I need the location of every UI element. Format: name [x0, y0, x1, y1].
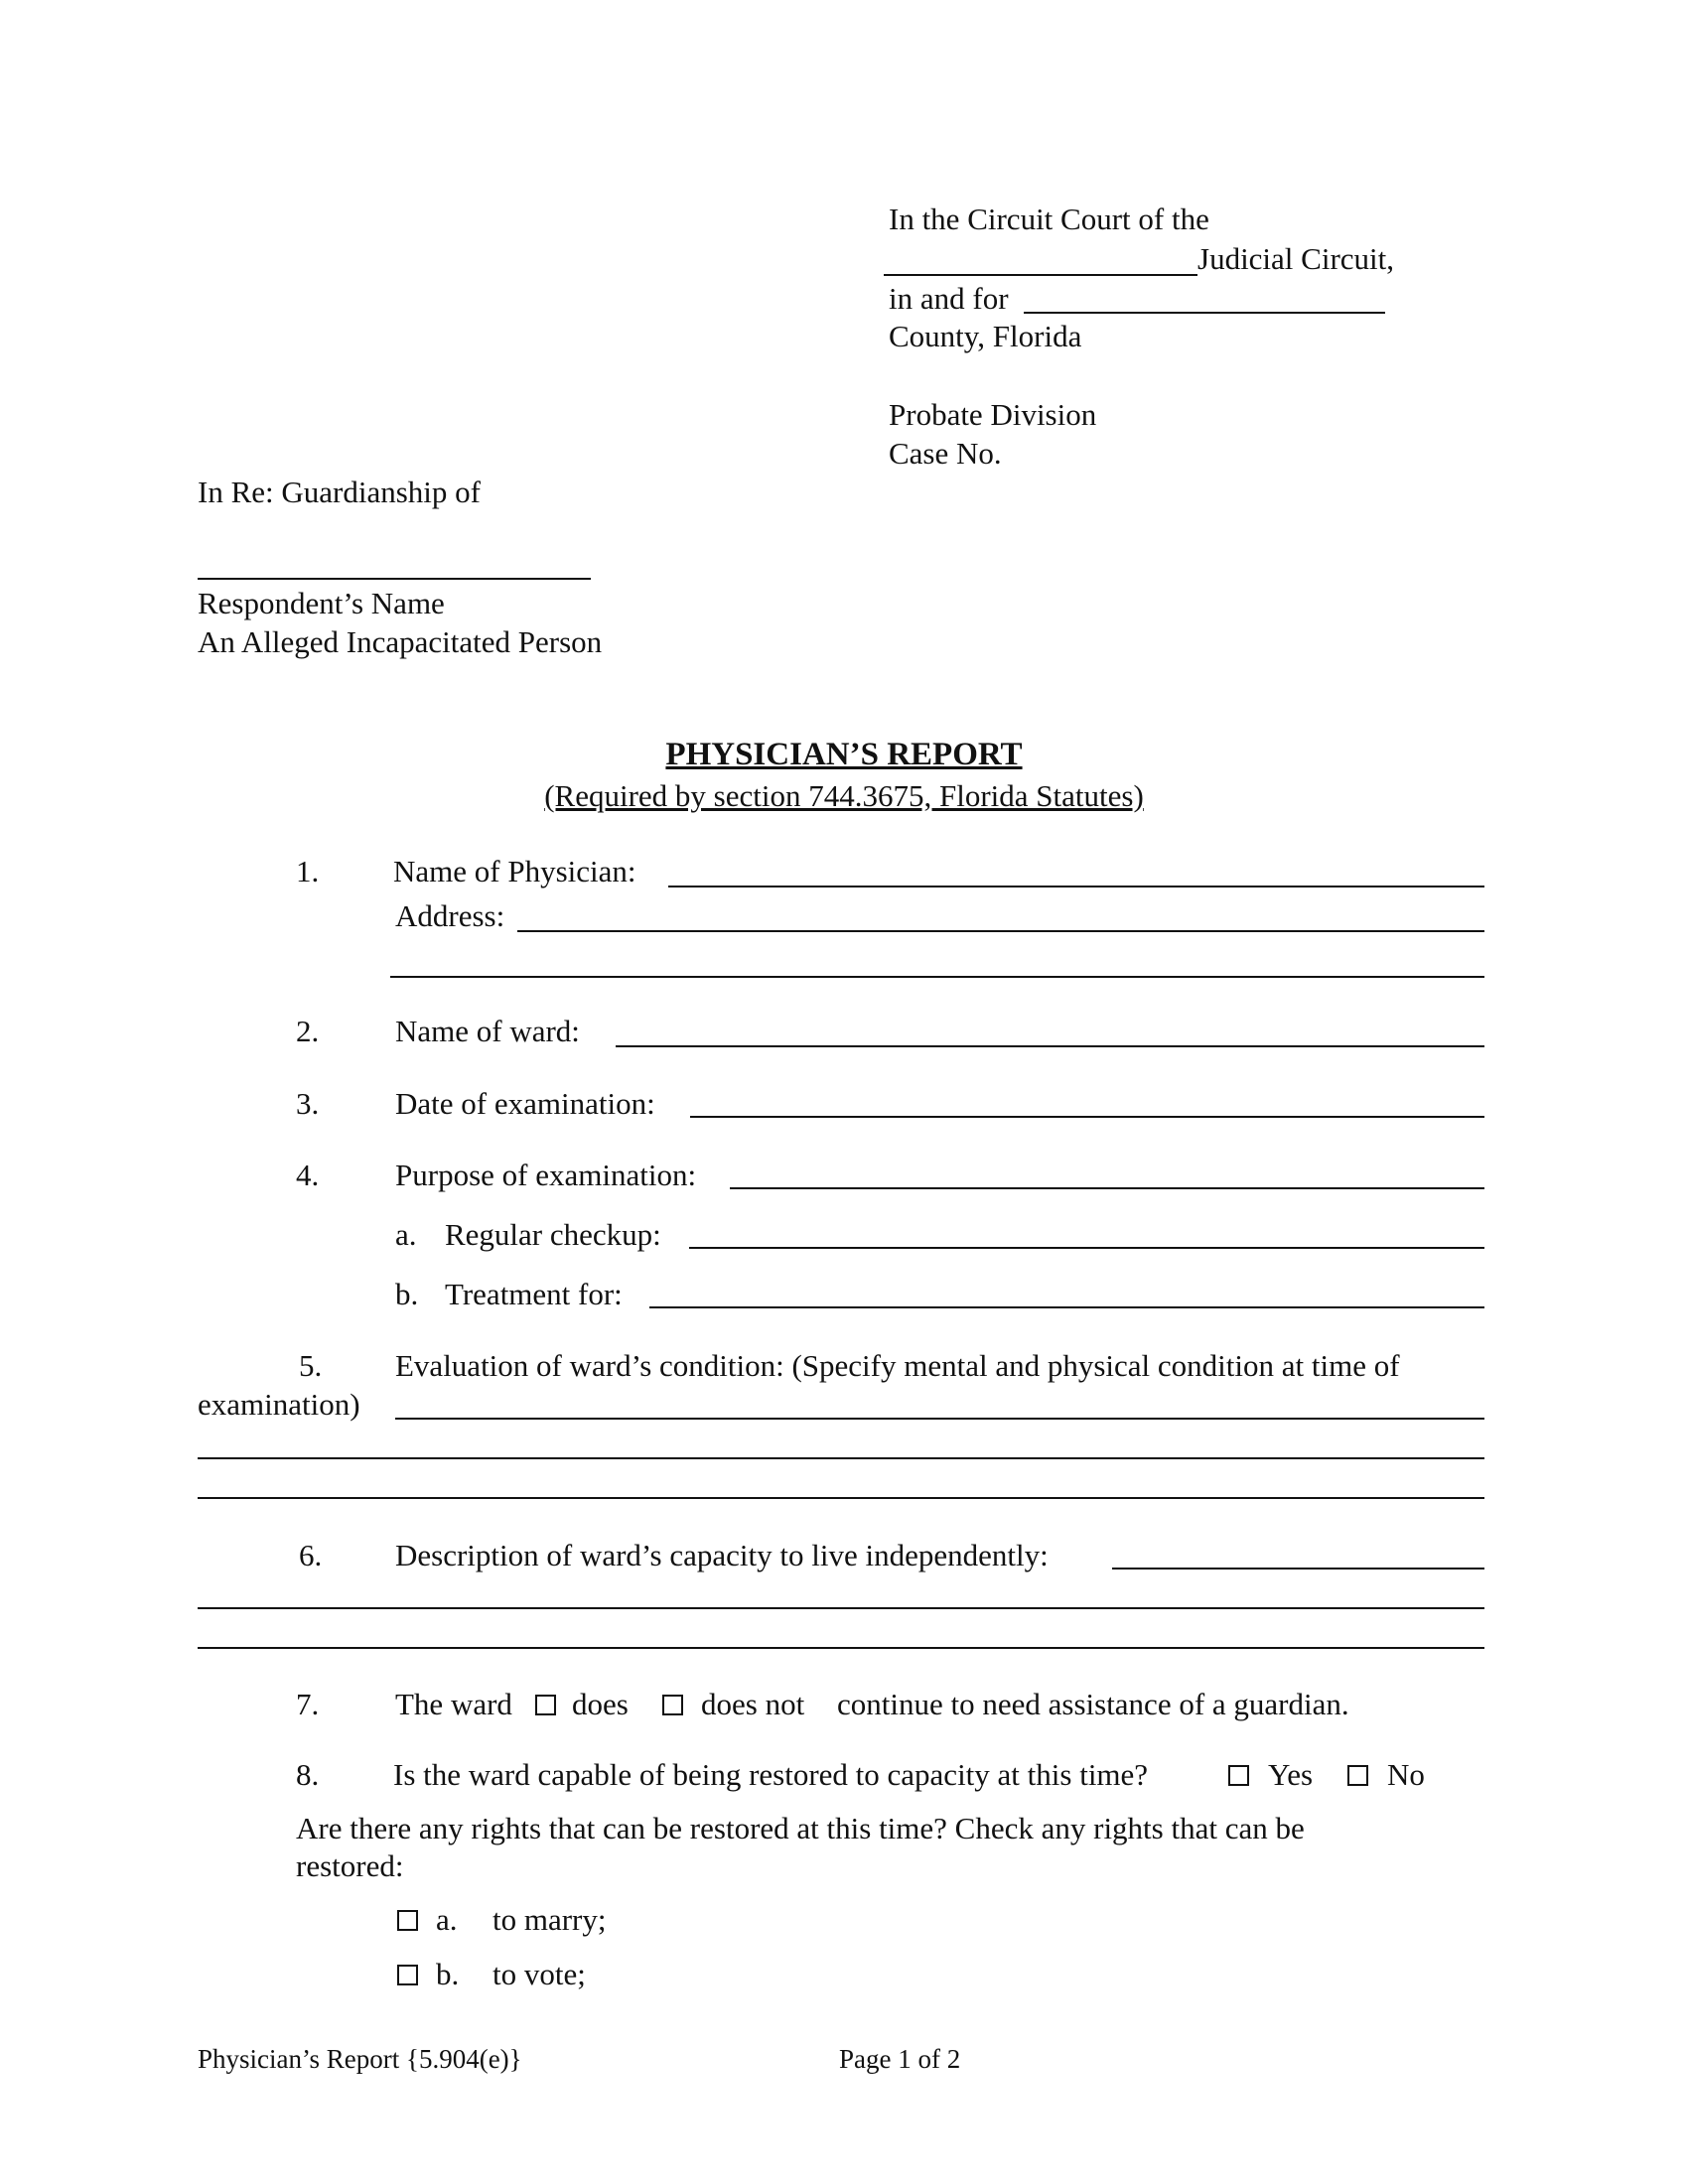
exam-date-field[interactable] [690, 1116, 1484, 1118]
right-to-vote-checkbox[interactable] [397, 1965, 418, 1985]
item-5-number: 5. [299, 1348, 323, 1383]
restore-yes-checkbox[interactable] [1228, 1765, 1249, 1786]
rights-question-line-1: Are there any rights that can be restored at this time? Check any rights that can be [296, 1811, 1305, 1845]
ward-condition-field-2[interactable] [198, 1457, 1484, 1459]
page-subtitle: (Required by section 744.3675, Florida Statutes) [544, 778, 1144, 813]
county-blank[interactable] [1024, 312, 1385, 314]
address-field-line-2[interactable] [390, 976, 1484, 978]
judicial-circuit-label: Judicial Circuit, [1197, 241, 1395, 276]
court-line-1: In the Circuit Court of the [889, 202, 1209, 236]
in-and-for-label: in and for [889, 281, 1009, 316]
right-to-marry-checkbox[interactable] [397, 1910, 418, 1931]
independent-capacity-label: Description of ward’s capacity to live independently: [395, 1538, 1049, 1572]
respondent-name-blank[interactable] [198, 578, 591, 580]
ward-condition-label: Evaluation of ward’s condition: (Specify mental and physical condition at time of [395, 1348, 1400, 1383]
ward-condition-field-1[interactable] [395, 1418, 1484, 1420]
regular-checkup-label: Regular checkup: [445, 1217, 661, 1252]
right-b-letter: b. [436, 1957, 460, 1991]
ward-condition-label-cont: examination) [198, 1387, 360, 1422]
right-to-vote-label: to vote; [492, 1957, 586, 1991]
ward-name-field[interactable] [616, 1045, 1484, 1047]
item-3-number: 3. [296, 1086, 320, 1121]
restore-yes-label: Yes [1268, 1757, 1314, 1792]
item-4-number: 4. [296, 1158, 320, 1192]
address-field-line-1[interactable] [517, 930, 1484, 932]
guardian-need-label: continue to need assistance of a guardian. [837, 1687, 1349, 1721]
regular-checkup-field[interactable] [689, 1247, 1484, 1249]
footer-form-name: Physician’s Report {5.904(e)} [198, 2044, 522, 2074]
probate-division: Probate Division [889, 397, 1097, 432]
restore-capacity-question: Is the ward capable of being restored to capacity at this time? [393, 1757, 1149, 1792]
does-not-checkbox[interactable] [662, 1695, 683, 1715]
item-4b-letter: b. [395, 1277, 419, 1311]
treatment-for-field[interactable] [649, 1306, 1484, 1308]
in-re-label: In Re: Guardianship of [198, 475, 481, 509]
physician-name-label: Name of Physician: [393, 854, 636, 888]
item-6-number: 6. [299, 1538, 323, 1572]
treatment-for-label: Treatment for: [445, 1277, 623, 1311]
does-checkbox[interactable] [535, 1695, 556, 1715]
item-8-number: 8. [296, 1757, 320, 1792]
address-label: Address: [395, 898, 505, 933]
exam-date-label: Date of examination: [395, 1086, 655, 1121]
footer-page-number: Page 1 of 2 [839, 2044, 961, 2074]
rights-question-line-2: restored: [296, 1848, 404, 1883]
right-a-letter: a. [436, 1902, 458, 1937]
independent-capacity-field-2[interactable] [198, 1607, 1484, 1609]
county-label: County, Florida [889, 319, 1082, 353]
page-title: PHYSICIAN’S REPORT [665, 737, 1023, 772]
restore-no-label: No [1387, 1757, 1425, 1792]
judicial-circuit-blank[interactable] [884, 274, 1197, 276]
exam-purpose-field[interactable] [730, 1187, 1484, 1189]
exam-purpose-label: Purpose of examination: [395, 1158, 697, 1192]
physician-name-field[interactable] [668, 886, 1484, 887]
independent-capacity-field-1[interactable] [1112, 1568, 1484, 1570]
does-not-label: does not [701, 1687, 805, 1721]
item-2-number: 2. [296, 1014, 320, 1048]
right-to-marry-label: to marry; [492, 1902, 607, 1937]
respondent-name-label: Respondent’s Name [198, 586, 445, 620]
item-7-number: 7. [296, 1687, 320, 1721]
does-label: does [572, 1687, 629, 1721]
item-4a-letter: a. [395, 1217, 417, 1252]
alleged-incapacitated-label: An Alleged Incapacitated Person [198, 624, 603, 659]
restore-no-checkbox[interactable] [1347, 1765, 1368, 1786]
independent-capacity-field-3[interactable] [198, 1647, 1484, 1649]
ward-condition-field-3[interactable] [198, 1497, 1484, 1499]
case-no-label: Case No. [889, 436, 1002, 471]
ward-prefix-label: The ward [395, 1687, 512, 1721]
ward-name-label: Name of ward: [395, 1014, 580, 1048]
item-1-number: 1. [296, 854, 320, 888]
